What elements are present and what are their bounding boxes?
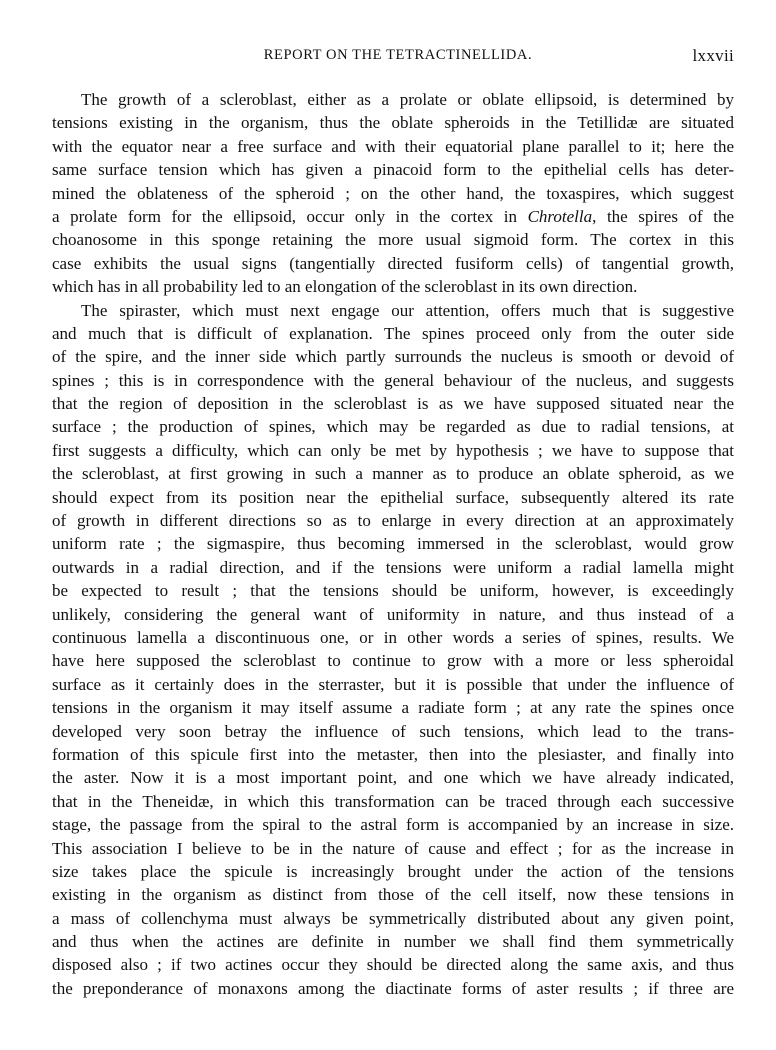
text-line: outwards in a radial direction, and if the tensions were uniform a radial lamella might bbox=[52, 557, 734, 577]
text-line: disposed also ; if two actines occur they should be directed along the same axis, and thus bbox=[52, 955, 734, 975]
running-title: REPORT ON THE TETRACTINELLIDA. bbox=[263, 47, 533, 63]
text-line: existing in the organism as distinct from those of the cell itself, now these tensions in bbox=[52, 885, 734, 905]
text-line: continuous lamella a discontinuous one, or in other words a series of spines, results. We bbox=[52, 627, 734, 647]
text-line: first suggests a difficulty, which can only be met by hypothesis ; we have to suppose that bbox=[52, 440, 734, 460]
page-header bbox=[52, 47, 734, 69]
text-line: surface ; the production of spines, which may be regarded as due to radial tensions, at bbox=[52, 417, 734, 437]
text-line: unlikely, considering the general want of uniformity in nature, and thus instead of a bbox=[52, 604, 734, 624]
text-line: be expected to result ; that the tensions should be uniform, however, is exceedingly bbox=[52, 581, 734, 601]
text-line: formation of this spicule first into the metaster, then into the plesiaster, and finally into bbox=[52, 744, 734, 764]
genus-name: Chrotella bbox=[527, 206, 593, 226]
text-line: which has in all probability led to an elongation of the scleroblast in its own direction. bbox=[52, 277, 638, 297]
text-line: the aster. Now it is a most important point, and one which we have already indicated, bbox=[52, 768, 734, 788]
text-line: same surface tension which has given a pinacoid form to the epithelial cells has deter- bbox=[52, 160, 734, 180]
text-line: The spiraster, which must next engage our attention, offers much that is suggestive bbox=[81, 300, 734, 320]
text-line: of growth in different directions so as to enlarge in every direction at an approximately bbox=[52, 511, 734, 531]
text-line: have here supposed the scleroblast to continue to grow with a more or less spheroidal bbox=[52, 651, 734, 671]
body-text bbox=[52, 88, 734, 1000]
text-line: This association I believe to be in the nature of cause and effect ; for as the increase in bbox=[52, 838, 734, 858]
text-line: the scleroblast, at first growing in such a manner as to produce an oblate spheroid, as we bbox=[52, 464, 734, 484]
text-line: stage, the passage from the spiral to the astral form is accompanied by an increase in size. bbox=[52, 815, 734, 835]
text-line: surface as it certainly does in the sterraster, but it is possible that under the influence of bbox=[52, 674, 734, 694]
text-line: and much that is difficult of explanation. The spines proceed only from the outer side bbox=[52, 323, 734, 343]
text-line: spines ; this is in correspondence with the general behaviour of the nucleus, and suggests bbox=[52, 370, 734, 390]
text-line: tensions in the organism it may itself assume a radiate form ; at any rate the spines once bbox=[52, 698, 734, 718]
text-line: of the spire, and the inner side which partly surrounds the nucleus is smooth or devoid of bbox=[52, 347, 734, 367]
text-line: with the equator near a free surface and with their equatorial plane parallel to it; here the bbox=[52, 136, 734, 156]
text-line: size takes place the spicule is increasingly brought under the action of the tensions bbox=[52, 861, 734, 881]
text-line: developed very soon betray the influence of such tensions, which lead to the trans- bbox=[52, 721, 734, 741]
text-line: choanosome in this sponge retaining the more usual sigmoid form. The cortex in this bbox=[52, 230, 734, 250]
page-number: lxxvii bbox=[692, 46, 734, 65]
text-line: uniform rate ; the sigmaspire, thus becoming immersed in the scleroblast, would grow bbox=[52, 534, 734, 554]
text-line: a mass of collenchyma must always be symmetrically distributed about any given point, bbox=[52, 908, 734, 928]
text-line: The growth of a scleroblast, either as a prolate or oblate ellipsoid, is determined by bbox=[81, 90, 734, 109]
text-line: that in the Theneidæ, in which this transformation can be traced through each successive bbox=[52, 791, 734, 811]
text-line: a prolate form for the ellipsoid, occur only in the cortex in Chrotella, the spires of the bbox=[52, 206, 734, 226]
text-line: that the region of deposition in the scleroblast is as we have supposed situated near the bbox=[52, 394, 734, 414]
text-line: should expect from its position near the epithelial surface, subsequently altered its rate bbox=[52, 487, 734, 507]
text-line: the preponderance of monaxons among the diactinate forms of aster results ; if three are bbox=[52, 978, 734, 998]
text-line: mined the oblateness of the spheroid ; on the other hand, the toxaspires, which suggest bbox=[52, 183, 734, 203]
text-line: tensions existing in the organism, thus the oblate spheroids in the Tetillidæ are situated bbox=[52, 113, 734, 133]
text-line: and thus when the actines are definite in number we shall find them symmetrically bbox=[52, 932, 734, 952]
text-line: case exhibits the usual signs (tangentially directed fusiform cells) of tangential growth, bbox=[52, 253, 734, 273]
